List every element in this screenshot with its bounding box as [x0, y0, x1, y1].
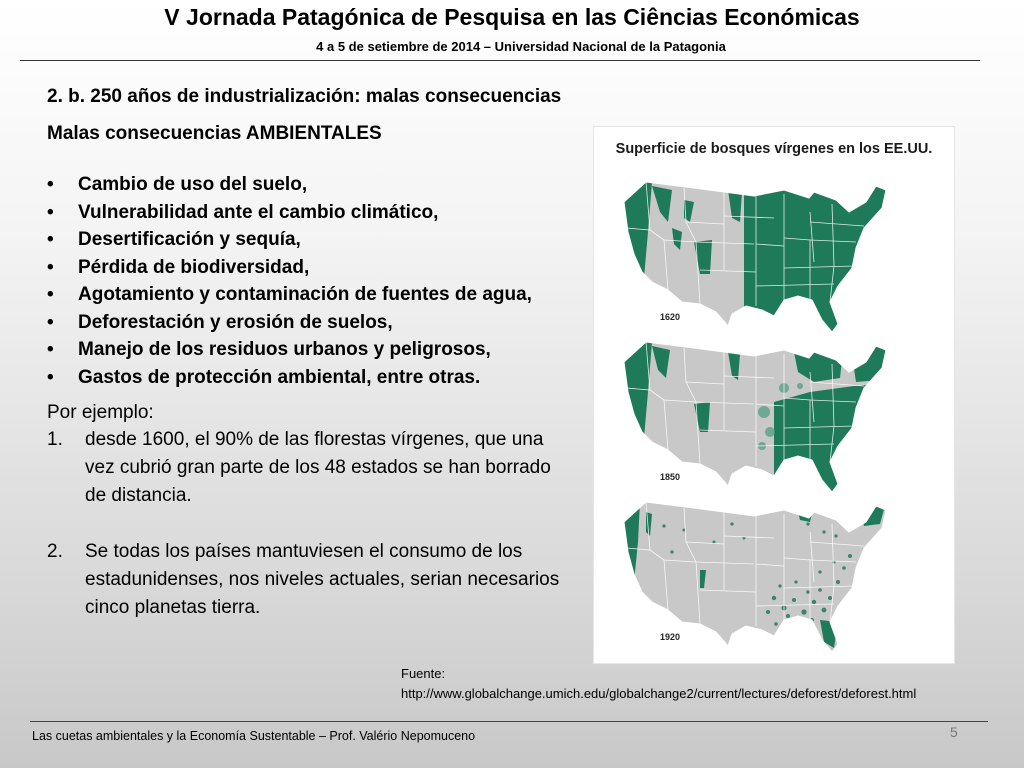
bullet-item: • Gastos de protección ambiental, entre otras. — [47, 364, 577, 392]
map-year-label: 1920 — [660, 632, 681, 642]
map-1620 — [624, 182, 904, 342]
bullet-item: • Manejo de los residuos urbanos y peligrosos, — [47, 336, 577, 364]
source-url: http://www.globalchange.umich.edu/globalchange2/current/lectures/deforest/deforest.html — [401, 686, 917, 701]
example-text: desde 1600, el 90% de las florestas vírgenes, que una vez cubrió gran parte de los 48 estados se han borrado de distancia. — [85, 429, 551, 506]
bullet-marker: • — [47, 339, 54, 360]
bullet-marker: • — [47, 174, 54, 195]
bullet-item: • Desertificación y sequía, — [47, 226, 577, 254]
source-label: Fuente: — [401, 666, 446, 681]
header-divider — [20, 60, 980, 61]
bullet-item: • Deforestación y erosión de suelos, — [47, 309, 577, 337]
figure-title: Superficie de bosques vírgenes en los EE.UU. — [615, 141, 933, 157]
section-subheading: Malas consecuencias AMBIENTALES — [47, 123, 382, 144]
slide-subtitle: 4 a 5 de setiembre de 2014 – Universidad Nacional de la Patagonia — [316, 39, 726, 54]
slide-title: V Jornada Patagónica de Pesquisa en las Ciências Económicas — [164, 4, 860, 30]
footer-divider — [30, 721, 988, 722]
bullet-marker: • — [47, 229, 54, 250]
bullet-item: • Agotamiento y contaminación de fuentes de agua, — [47, 281, 577, 309]
forest-maps-figure — [593, 126, 955, 664]
bullet-item: • Pérdida de biodiversidad, — [47, 254, 577, 282]
source-citation — [401, 664, 916, 704]
map-1850 — [624, 342, 904, 502]
bullet-item: • Vulnerabilidad ante el cambio climático, — [47, 199, 577, 227]
map-1920 — [624, 502, 886, 652]
example-number: 1. — [47, 429, 63, 450]
forest-maps-svg — [594, 127, 954, 663]
bullet-item: • Cambio de uso del suelo, — [47, 171, 577, 199]
bullet-marker: • — [47, 256, 54, 278]
map-year-label: 1850 — [660, 472, 681, 482]
bullet-marker: • — [47, 201, 54, 223]
bullet-marker: • — [47, 311, 54, 333]
main-content — [47, 84, 577, 622]
bullet-marker: • — [47, 366, 54, 388]
bullet-list — [47, 171, 577, 391]
page-number: 5 — [950, 724, 958, 740]
example-label: Por ejemplo: — [47, 402, 154, 423]
example-item — [47, 426, 577, 510]
example-list — [47, 426, 577, 622]
footer-text: Las cuetas ambientales y la Economía Sustentable – Prof. Valério Nepomuceno — [32, 729, 476, 743]
example-number: 2. — [47, 541, 63, 562]
section-heading: 2. b. 250 años de industrialización: malas consecuencias — [47, 86, 562, 107]
map-year-label: 1620 — [660, 312, 681, 322]
bullet-marker: • — [47, 284, 54, 305]
example-item — [47, 538, 577, 622]
example-text: Se todas los países mantuviesen el consumo de los estadunidenses, nos niveles actuales, serian necesarios cinco planetas tierra. — [85, 541, 560, 618]
